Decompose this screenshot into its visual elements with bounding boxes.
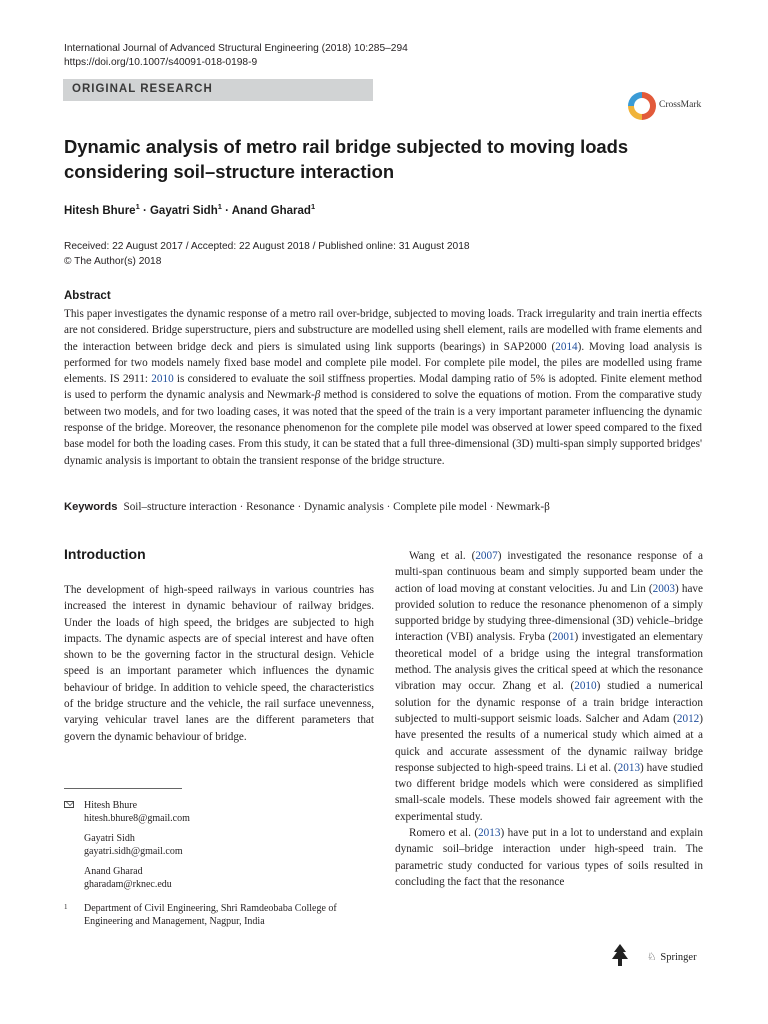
correspondence-name: Gayatri Sidh xyxy=(84,833,135,844)
author-separator: · xyxy=(221,204,232,217)
introduction-paragraph xyxy=(395,825,703,890)
paper-title xyxy=(64,134,684,184)
footnote-divider xyxy=(64,788,182,789)
author-name[interactable]: Gayatri Sidh xyxy=(149,204,218,217)
author-list xyxy=(64,202,315,217)
abstract-part: is considered to evaluate the soil stiffness properties. Modal damping ratio of 5% is adopted. Finite element method is used to perform the dynamic analysis and Newmark- xyxy=(64,373,702,402)
citation-link[interactable]: 2013 xyxy=(617,761,641,774)
citation-link[interactable]: 2014 xyxy=(555,340,578,353)
text-run: Romero et al. ( xyxy=(409,827,479,840)
introduction-column-right xyxy=(395,548,703,890)
text-run: ) investigated the resonance response of a multi-span continuous beam and simply supported beam under the action of load moving at constant velocities. Ju and Lin ( xyxy=(395,550,703,595)
correspondence-entry xyxy=(84,865,172,891)
publication-dates-block xyxy=(64,239,470,269)
correspondence-entry xyxy=(84,832,183,858)
author-name[interactable]: Hitesh Bhure xyxy=(64,204,136,217)
article-type-banner xyxy=(63,79,373,101)
author-affiliation-mark: 1 xyxy=(135,202,140,211)
crossmark-badge[interactable] xyxy=(628,92,738,122)
introduction-paragraph xyxy=(395,548,703,825)
text-run: ) have presented the results of a numerical study which aimed at a quick and accurate assessment of the dynamic railway bridge response subjected to high-speed trains. Li et al. ( xyxy=(395,712,703,774)
doi-link[interactable]: https://doi.org/10.1007/s40091-018-0198-9 xyxy=(64,57,258,68)
citation-link[interactable]: 2001 xyxy=(552,631,575,644)
beta-symbol: β xyxy=(314,389,321,402)
author-separator: · xyxy=(139,204,150,217)
text-run: ) investigated an elementary theoretical model of a bridge using the integral transformation method. The analysis gives the critical speed at which the resonance vibration may occur. Zhang et al. ( xyxy=(395,631,703,693)
springer-tree-icon xyxy=(610,942,630,968)
abstract-text xyxy=(64,306,702,469)
crossmark-icon xyxy=(628,92,656,120)
author-affiliation-mark: 1 xyxy=(310,202,316,211)
citation-link[interactable]: 2003 xyxy=(652,582,676,595)
correspondence-email[interactable]: gayatri.sidh@gmail.com xyxy=(84,846,183,857)
paper-title-line-2: considering soil–structure interaction xyxy=(64,161,395,182)
keywords-label: Keywords xyxy=(64,501,118,513)
text-run: Wang et al. ( xyxy=(409,550,476,562)
crossmark-label: CrossMark xyxy=(659,100,702,110)
publication-dates: Received: 22 August 2017 / Accepted: 22 August 2018 / Published online: 31 August 2018 xyxy=(64,241,470,252)
publisher-name: Springer xyxy=(660,952,697,963)
citation-link[interactable]: 2010 xyxy=(151,373,174,386)
text-run: ) have studied two different bridge models which were considered as simplified small-scale models. These models showed fair agreement with the experimental study. xyxy=(395,761,703,823)
article-type-label: ORIGINAL RESEARCH xyxy=(72,83,213,95)
correspondence-entry xyxy=(84,799,190,825)
affiliation-text: Department of Civil Engineering, Shri Ramdeobaba College of Engineering and Management, Nagpur, India xyxy=(84,903,337,927)
correspondence-name: Anand Gharad xyxy=(84,866,143,877)
text-run: ) studied a numerical solution for the dynamic response of a train bridge interaction subjected to multi-support seismic loads. Salcher and Adam ( xyxy=(395,680,703,725)
keywords-line xyxy=(64,501,704,513)
copyright-notice: © The Author(s) 2018 xyxy=(64,256,162,267)
correspondence-email[interactable]: gharadam@rknec.edu xyxy=(84,879,172,890)
springer-horse-icon: ♘ xyxy=(647,952,657,963)
citation-link[interactable]: 2010 xyxy=(574,680,597,693)
abstract-heading: Abstract xyxy=(64,290,111,302)
abstract-part: method is considered to solve the equations of motion. From the comparative study between two models, and for two loading cases, it was noted that the speed of the train is a very important parameter influencing the dynamic response of the bridge. Moreover, the resonance phenomenon for the complete pile model was observed at lower speed compared to the fixed base model for both the loading cases. From this study, it can be stated that a full three-dimensional (3D) multi-span simply supported bridges' dynamic analysis is important to obtain the transient response of the bridge structure. xyxy=(64,389,702,467)
keywords-list: Soil–structure interaction · Resonance · Dynamic analysis · Complete pile model · Newmark-β xyxy=(123,501,550,513)
citation-link[interactable]: 2007 xyxy=(475,550,498,562)
introduction-heading: Introduction xyxy=(64,546,146,562)
text-run: ) have put in a lot to understand and explain dynamic soil–bridge interaction under high-speed train. The parametric study conducted for various types of soils resulted in concluding the fact that the resonance xyxy=(395,827,703,888)
author-name[interactable]: Anand Gharad xyxy=(231,204,311,217)
affiliation-number: 1 xyxy=(64,903,68,911)
text-run: ) have provided solution to reduce the resonance phenomenon of a simply supported bridge by studying three-dimensional (3D) vehicle–bridge interaction (VBI) analysis. Fryba ( xyxy=(395,582,703,644)
envelope-icon xyxy=(64,801,74,808)
correspondence-email[interactable]: hitesh.bhure8@gmail.com xyxy=(84,813,190,824)
springer-logo xyxy=(647,951,697,963)
abstract-part: ). Moving load analysis is performed for two models namely fixed base model and complete pile model. For complete pile model, the piles are modelled using frame elements. IS 2911: xyxy=(64,340,702,386)
journal-citation: International Journal of Advanced Structural Engineering (2018) 10:285–294 xyxy=(64,43,408,54)
abstract-part: This paper investigates the dynamic response of a metro rail over-bridge, subjected to moving loads. Track irregularity and train inertia effects are not considered. Bridge superstructure, piers and substructure are modelled using shell element, rails are modelled with frame elements and the interaction between bridge deck and piers is simulated using link supports (bearings) in SAP2000 ( xyxy=(64,308,702,353)
introduction-paragraph-left: The development of high-speed railways in various countries has increased the interest in dynamic behaviour of railway bridges. Under the loads of high speed, the bridges are subjected to high impacts. The dynamic aspects are of special interest and have often shown to be the governing factor in the structural design. Vehicle speed is an important parameter which influences the dynamic behaviour of bridge. In addition to vehicle speed, the characteristics of the bridge structure and the vehicle, the rail surface unevenness, varying vehicular travel lanes are the different parameters that govern the dynamic behaviour of bridge. xyxy=(64,584,374,743)
paper-title-line-1: Dynamic analysis of metro rail bridge subjected to moving loads xyxy=(64,136,629,157)
author-affiliation-mark: 1 xyxy=(217,202,222,211)
correspondence-name: Hitesh Bhure xyxy=(84,800,138,811)
citation-link[interactable]: 2012 xyxy=(676,712,700,725)
citation-link[interactable]: 2013 xyxy=(478,827,501,840)
